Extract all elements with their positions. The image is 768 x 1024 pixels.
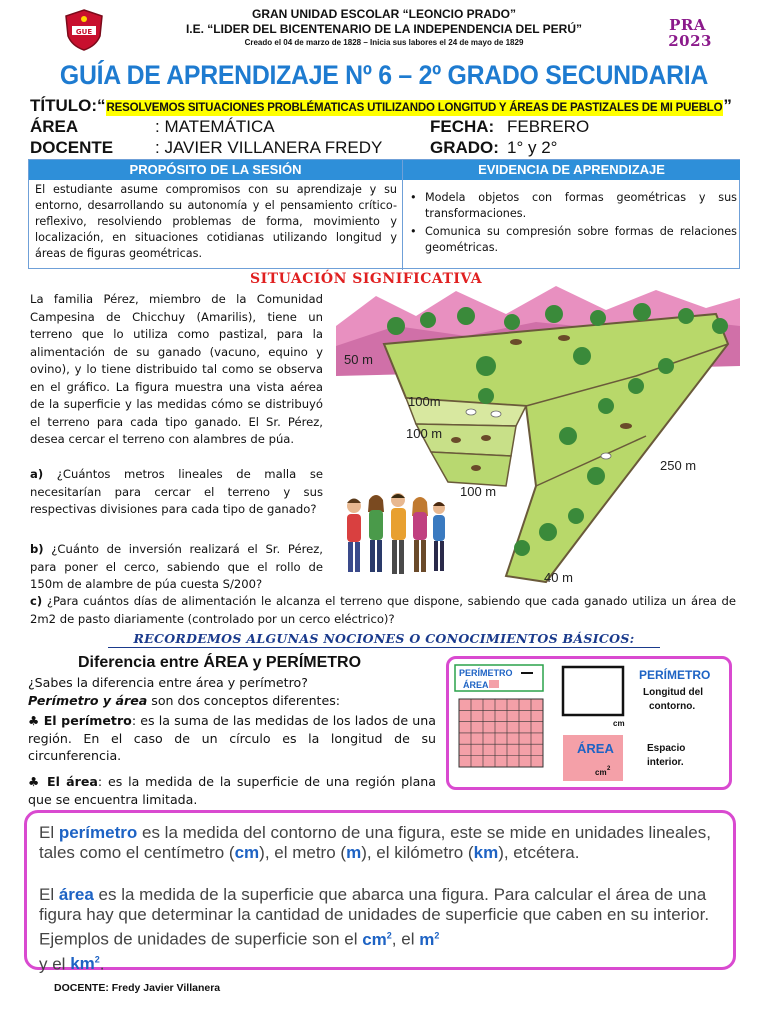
purpose-header: PROPÓSITO DE LA SESIÓN: [29, 160, 402, 180]
concepts-bold: Perímetro y área: [28, 693, 148, 708]
question-a: [30, 466, 323, 519]
logo-text: GUE: [75, 28, 93, 36]
kw-m: m: [346, 843, 362, 862]
question-a-text: ¿Cuántos metros lineales de malla se necesitarían para cercar el terreno y sus respectivas divisiones para cada tipo de ganado?: [30, 467, 324, 516]
measure-40m: 40 m: [544, 570, 573, 585]
legend-area: ÁREA: [463, 680, 489, 690]
area-def-text: : es la medida de la superficie de una región plana que se encuentra limitada.: [28, 774, 436, 807]
session-table: [28, 159, 740, 269]
evidence-item: • Comunica su compresión sobre formas de relaciones geométricas.: [407, 224, 737, 256]
measure-250m: 250 m: [660, 458, 697, 473]
area-definition: [28, 773, 436, 808]
area-def-paragraph: El área es la medida de la superficie que abarca una figura. Para calcular el área de una figura hay que determinar la cantidad de unidades de superficie que caben en su interior. Ejemplos de unidades de superficie son el $cm^2$, el $m^2$ y el $km^2$.: [39, 885, 710, 974]
founding-date: Creado el 04 de marzo de 1828 – Inicia sus labores el 24 de mayo de 1829: [244, 38, 524, 47]
kw-km: km: [473, 843, 499, 862]
grado-label: GRADO:: [430, 138, 499, 157]
titulo-text: RESOLVEMOS SITUACIONES PROBLÉMATICAS UTILIZANDO LONGITUD Y ÁREAS DE PASTIZALES DE MI PUEBLO: [106, 102, 723, 114]
docente-label: DOCENTE: [30, 138, 114, 157]
question-c-text: ¿Para cuántos días de alimentación le alcanza el terreno que dispone, sabiendo que cada ganado utiliza un área de 2m2 de pasto diariamente (controlado por un cerco eléctrico)?: [30, 594, 737, 626]
school-name: GRAN UNIDAD ESCOLAR “LEONCIO PRADO”: [251, 7, 516, 21]
evidence-item: • Modela objetos con formas geométricas y sus transformaciones.: [407, 190, 737, 222]
club-icon: ♣: [28, 774, 42, 789]
question-b-text: ¿Cuánto de inversión realizará el Sr. Pérez, para poner el cerco, sabiendo que el rollo de 150m de alambre de púa cuesta S/200?: [30, 542, 323, 591]
question-a-label: a): [30, 467, 44, 481]
evidence-header: EVIDENCIA DE APRENDIZAJE: [403, 160, 740, 180]
notions-underline: [108, 647, 660, 648]
kw-km2: $km^2$: [70, 954, 100, 974]
footer-docente: DOCENTE: Fredy Javier Villanera: [54, 982, 221, 994]
fecha-label: FECHA:: [430, 117, 495, 136]
purpose-text: El estudiante asume compromisos con su aprendizaje y su entorno, desarrollando su autonomía y el pensamiento crítico- reflexivo, resolviendo problemas de forma, movimiento y localización, en situaciones cotidianas utilizando longitud y áreas de figuras geométricas.: [35, 183, 397, 260]
concepts-line: [28, 692, 436, 710]
titulo-row: [30, 96, 732, 116]
kw-perimetro: perímetro: [58, 823, 138, 842]
club-icon: ♣: [28, 713, 40, 728]
measure-50m: 50 m: [344, 352, 373, 367]
kw-area: área: [58, 885, 94, 904]
terrain-illustration: [336, 286, 740, 590]
difference-title: Diferencia entre ÁREA y PERÍMETRO: [78, 654, 362, 671]
question-b: [30, 541, 323, 594]
measure-100m-b: 100 m: [406, 426, 443, 441]
situation-intro: La familia Pérez, miembro de la Comunidad Campesina de Chicchuy (Amarilis), tiene un terreno que lo utiliza como pastizal, para la alimentación de su ganado (vacuno, equino y ovino), y lo tiene distribuido tal como se observa en el gráfico. La figura muestra una vista aérea de la superficie y las medidas cómo se distribuyó el terreno para cada tipo ganado. El Sr. Pérez, desea cercar el terreno con alambres de púa.: [30, 292, 323, 446]
perimeter-desc1: Longitud del: [643, 687, 703, 698]
evidence-cell: [407, 190, 737, 279]
definitions-box: [24, 810, 736, 974]
docente-value: : JAVIER VILLANERA FREDY: [155, 138, 383, 157]
notions-heading: RECORDEMOS ALGUNAS NOCIONES O CONOCIMIENTOS BÁSICOS:: [133, 631, 635, 646]
pra-label: PRA: [669, 16, 706, 34]
perimeter-title: PERÍMETRO: [639, 668, 711, 682]
perimeter-def-paragraph: El perímetro es la medida del contorno de una figura, este se mide en unidades lineales, tales como el centímetro (cm), el metro (m), el kilómetro (km), etcétera.: [39, 823, 711, 862]
titulo-label: TÍTULO:: [30, 96, 98, 115]
legend-perimeter: PERÍMETRO: [459, 668, 513, 678]
grado-value: 1° y 2°: [507, 138, 558, 157]
concepts-rest: son dos conceptos diferentes:: [147, 693, 341, 708]
titulo-open-quote: “: [97, 96, 106, 115]
difference-question: ¿Sabes la diferencia entre área y perímetro?: [28, 675, 308, 690]
area-perimeter-diagram: [446, 656, 732, 790]
table-divider: [402, 160, 403, 270]
institution-name: I.E. “LIDER DEL BICENTENARIO DE LA INDEPENDENCIA DEL PERÚ”: [185, 22, 583, 36]
area-sup2: 2: [607, 766, 611, 772]
perimeter-cm: cm: [613, 719, 625, 728]
area-title: ÁREA: [577, 741, 614, 756]
kw-cm2: $cm^2$: [362, 929, 392, 949]
perimeter-text: : es la suma de las medidas de los lados de una región. En el caso de un círculo es la longitud de su circunferencia.: [28, 713, 436, 763]
question-c: [30, 593, 736, 628]
guide-title: GUÍA DE APRENDIZAJE Nº 6 – 2º GRADO SECUNDARIA: [59, 60, 709, 90]
perimeter-label: El perímetro: [43, 713, 132, 728]
fecha-value: FEBRERO: [507, 117, 590, 136]
question-b-label: b): [30, 542, 44, 556]
perimeter-desc2: contorno.: [649, 701, 696, 712]
area-value: : MATEMÁTICA: [155, 117, 275, 136]
question-c-label: c): [30, 594, 43, 608]
area-desc2: interior.: [647, 757, 684, 768]
titulo-close-quote: ”: [723, 96, 732, 115]
kw-cm: cm: [234, 843, 260, 862]
area-def-label: El área: [46, 774, 98, 789]
situation-heading: SITUACIÓN SIGNIFICATIVA: [250, 271, 483, 287]
area-cm2: cm: [595, 768, 607, 777]
measure-100m-a: 100m: [408, 394, 441, 409]
area-label: ÁREA: [30, 117, 79, 136]
kw-m2: $m^2$: [419, 929, 440, 949]
pra-year: 2023: [668, 32, 712, 50]
area-desc1: Espacio: [647, 743, 686, 754]
measure-100m-c: 100 m: [460, 484, 497, 499]
perimeter-definition: [28, 712, 436, 765]
